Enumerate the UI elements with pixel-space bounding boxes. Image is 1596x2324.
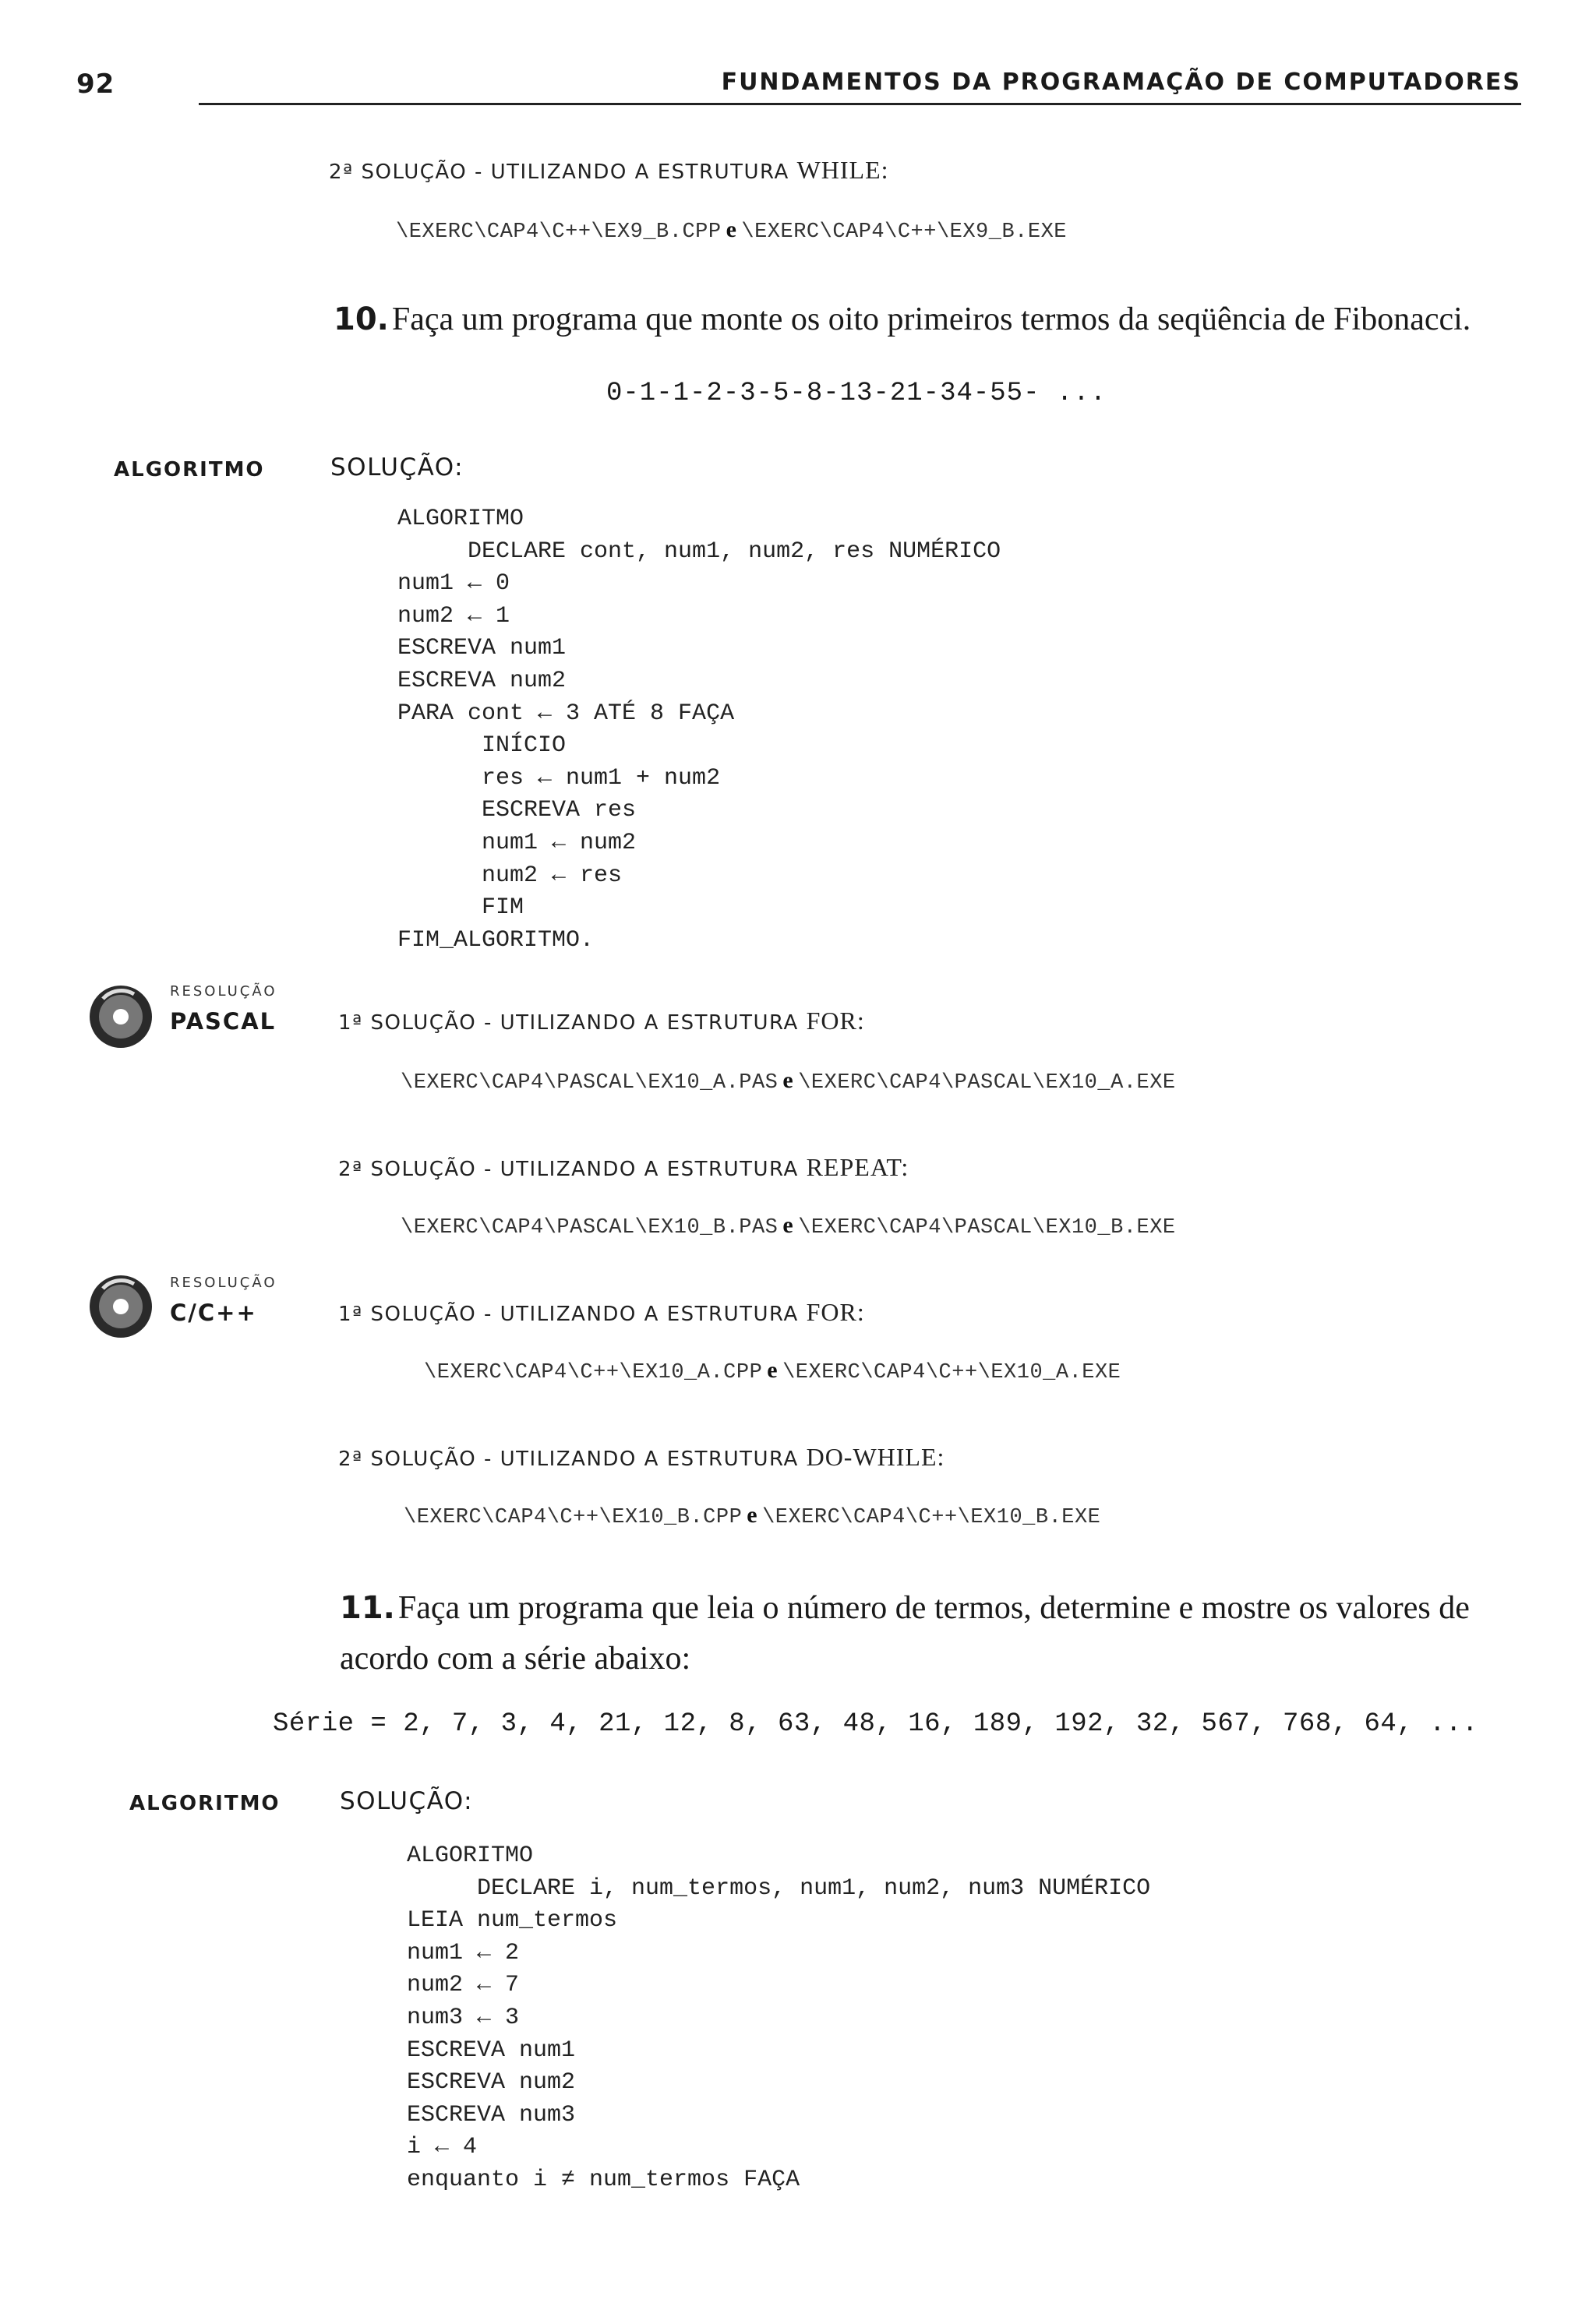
exercise-statement: Faça um programa que monte os oito primeiros termos da seqüência de Fibonacci. bbox=[391, 302, 1471, 337]
language-label-pascal: PASCAL bbox=[170, 1008, 277, 1035]
source-path: \EXERC\CAP4\C++\EX10_B.CPP bbox=[404, 1506, 743, 1529]
path-separator: e bbox=[747, 1502, 758, 1528]
resolution-label: RESOLUÇÃO bbox=[170, 983, 277, 1000]
resolution-label: RESOLUÇÃO bbox=[170, 1275, 277, 1291]
exe-path: \EXERC\CAP4\C++\EX9_B.EXE bbox=[741, 220, 1067, 244]
exercise-statement: Faça um programa que leia o número de termos, determine e mostre os valores de acordo com a série abaixo: bbox=[340, 1590, 1470, 1677]
heading-structure: DO-WHILE: bbox=[806, 1443, 945, 1471]
exe-path: \EXERC\CAP4\C++\EX10_A.EXE bbox=[782, 1361, 1121, 1384]
exercise-10 bbox=[334, 298, 1549, 341]
source-path: \EXERC\CAP4\C++\EX9_B.CPP bbox=[396, 220, 722, 244]
file-path-line bbox=[401, 1067, 1176, 1095]
source-path: \EXERC\CAP4\PASCAL\EX10_B.PAS bbox=[401, 1216, 779, 1240]
algorithm-code: ALGORITMO DECLARE i, num_termos, num1, num2, num3 NUMÉRICO LEIA num_termos num1 ← 2 num2 ← 7 num3 ← 3 ESCREVA num1 ESCREVA num2 ESCREVA num3 i ← 4 enquanto i ≠ num_termos FAÇA bbox=[407, 1843, 1151, 2193]
side-label-algoritmo: ALGORITMO bbox=[114, 458, 265, 481]
exe-path: \EXERC\CAP4\PASCAL\EX10_B.EXE bbox=[798, 1216, 1176, 1240]
exercise-number: 10. bbox=[334, 302, 389, 337]
path-separator: e bbox=[782, 1067, 794, 1093]
exe-path: \EXERC\CAP4\C++\EX10_B.EXE bbox=[762, 1506, 1101, 1529]
side-label-algoritmo: ALGORITMO bbox=[129, 1792, 281, 1815]
resolution-disc-icon bbox=[87, 983, 154, 1050]
solution-heading-for-pascal bbox=[338, 1007, 865, 1035]
fibonacci-sequence: 0-1-1-2-3-5-8-13-21-34-55- ... bbox=[606, 379, 1107, 408]
series-line: Série = 2, 7, 3, 4, 21, 12, 8, 63, 48, 16, 189, 192, 32, 567, 768, 64, ... bbox=[273, 1709, 1478, 1739]
heading-structure: FOR: bbox=[806, 1007, 865, 1035]
language-label-cpp: C/C++ bbox=[170, 1300, 257, 1326]
solution-heading-do-while bbox=[338, 1443, 945, 1472]
file-path-line bbox=[396, 217, 1067, 244]
solution-heading-for-cpp bbox=[338, 1298, 865, 1327]
heading-prefix: 2ª SOLUÇÃO - UTILIZANDO A ESTRUTURA bbox=[338, 1448, 807, 1471]
file-path-line bbox=[424, 1357, 1121, 1384]
solution-label: SOLUÇÃO: bbox=[340, 1787, 474, 1815]
resolution-disc-icon bbox=[87, 1273, 154, 1340]
source-path: \EXERC\CAP4\PASCAL\EX10_A.PAS bbox=[401, 1071, 779, 1095]
running-title: FUNDAMENTOS DA PROGRAMAÇÃO DE COMPUTADORES bbox=[721, 69, 1521, 96]
header-rule bbox=[199, 103, 1521, 105]
exercise-number: 11. bbox=[340, 1590, 395, 1626]
exercise-11 bbox=[340, 1586, 1540, 1687]
solution-heading-while bbox=[329, 156, 889, 185]
path-separator: e bbox=[726, 217, 737, 242]
page-number: 92 bbox=[76, 69, 115, 100]
path-separator: e bbox=[767, 1357, 779, 1383]
heading-prefix: 1ª SOLUÇÃO - UTILIZANDO A ESTRUTURA bbox=[338, 1011, 807, 1035]
exe-path: \EXERC\CAP4\PASCAL\EX10_A.EXE bbox=[798, 1071, 1176, 1095]
solution-label: SOLUÇÃO: bbox=[330, 453, 464, 481]
algorithm-code: ALGORITMO DECLARE cont, num1, num2, res NUMÉRICO num1 ← 0 num2 ← 1 ESCREVA num1 ESCREVA num2 PARA cont ← 3 ATÉ 8 FAÇA INÍCIO res ← num1 + num2 ESCREVA res num1 ← num2 num2 ← res FIM FIM_ALGORITMO. bbox=[397, 506, 1001, 954]
source-path: \EXERC\CAP4\C++\EX10_A.CPP bbox=[424, 1361, 763, 1384]
heading-prefix: 2ª SOLUÇÃO - UTILIZANDO A ESTRUTURA bbox=[329, 160, 797, 184]
file-path-line bbox=[401, 1212, 1176, 1240]
heading-prefix: 2ª SOLUÇÃO - UTILIZANDO A ESTRUTURA bbox=[338, 1158, 807, 1181]
heading-structure: FOR: bbox=[806, 1298, 865, 1326]
solution-heading-repeat bbox=[338, 1153, 909, 1182]
heading-structure: REPEAT: bbox=[806, 1153, 909, 1181]
file-path-line bbox=[404, 1502, 1100, 1529]
heading-structure: WHILE: bbox=[796, 156, 889, 184]
heading-prefix: 1ª SOLUÇÃO - UTILIZANDO A ESTRUTURA bbox=[338, 1303, 807, 1326]
path-separator: e bbox=[782, 1212, 794, 1238]
